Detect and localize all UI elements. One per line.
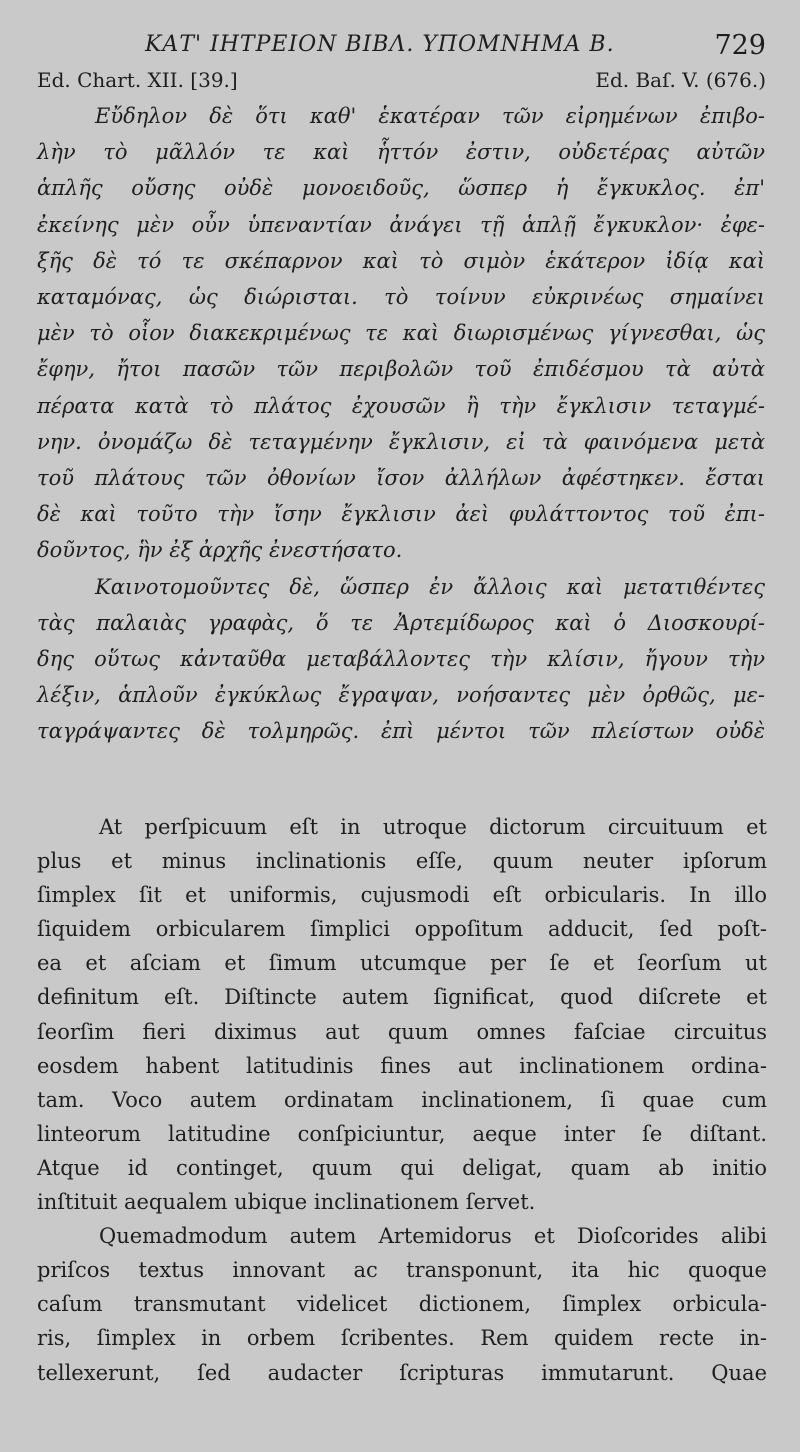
greek-line: λέξιν, ἁπλοῦν ἐγκύκλως ἔγραψαν, νοήσαντες μὲν ὀρθῶς, με- — [37, 683, 765, 708]
latin-line: caſum transmutant videlicet dictionem, ſimplex orbicula- — [37, 1292, 767, 1317]
greek-line: δης οὕτως κἀνταῦθα μεταβάλλοντες τὴν κλίσιν, ἤγουν τὴν — [37, 647, 765, 672]
latin-line: inſtituit aequalem ubique inclinationem ſervet. — [37, 1190, 536, 1215]
latin-line: ſeorſim fieri diximus aut quum omnes faſciae circuitus — [37, 1019, 767, 1044]
latin-line: ſimplex ſit et uniformis, cujusmodi eſt orbicularis. In illo — [37, 883, 767, 908]
greek-line: τὰς παλαιὰς γραφὰς, ὅ τε Ἀρτεμίδωρος καὶ ὁ Διοσκουρί- — [37, 610, 765, 635]
page-header — [0, 28, 800, 68]
latin-line: eosdem habent latitudinis fines aut inclinationem ordina- — [37, 1053, 767, 1078]
greek-line: δὲ καὶ τοῦτο τὴν ἴσην ἔγκλισιν ἀεὶ φυλάττοντος τοῦ ἐπι- — [37, 502, 765, 527]
edition-chart-reference: Ed. Chart. XII. [39.] — [37, 68, 238, 92]
greek-line: λὴν τὸ μᾶλλόν τε καὶ ἧττόν ἐστιν, οὐδετέρας αὐτῶν — [37, 140, 765, 165]
greek-line: Καινοτομοῦντες δὲ, ὥσπερ ἐν ἄλλοις καὶ μετατιθέντες — [95, 574, 765, 599]
edition-basel-reference: Ed. Baſ. V. (676.) — [595, 68, 766, 92]
latin-line: priſcos textus innovant ac transponunt, ita hic quoque — [37, 1258, 767, 1283]
greek-line: μὲν τὸ οἷον διακεκριμένως τε καὶ διωρισμένως γίγνεσθαι, ὡς — [37, 321, 765, 346]
latin-line: ea et aſciam et ſimum utcumque per ſe et ſeorſum ut — [37, 951, 767, 976]
latin-line: tam. Voco autem ordinatam inclinationem, ſi quae cum — [37, 1087, 767, 1112]
latin-line: definitum eſt. Diſtincte autem ſignificat, quod diſcrete et — [37, 985, 767, 1010]
greek-line: ἐκείνης μὲν οὖν ὑπεναντίαν ἀνάγει τῇ ἁπλῇ ἔγκυκλον· ἐφε- — [37, 212, 765, 237]
latin-line: At perſpicuum eſt in utroque dictorum circuituum et — [99, 815, 767, 839]
greek-line: Εὔδηλον δὲ ὅτι καθ' ἑκατέραν τῶν εἰρημένων ἐπιβο- — [95, 104, 765, 128]
greek-line: δοῦντος, ἣν ἐξ ἀρχῆς ἐνεστήσατο. — [37, 538, 403, 563]
greek-line: τοῦ πλάτους τῶν ὀθονίων ἴσον ἀλλήλων ἀφέστηκεν. ἔσται — [37, 466, 765, 491]
latin-line: tellexerunt, ſed audacter ſcripturas immutarunt. Quae — [37, 1360, 767, 1385]
greek-line: ξῆς δὲ τό τε σκέπαρνον καὶ τὸ σιμὸν ἑκάτερον ἰδίᾳ καὶ — [37, 248, 765, 273]
latin-line: ſiquidem orbicularem ſimplici oppoſitum adducit, ſed poſt- — [37, 917, 767, 942]
greek-line: ταγράψαντες δὲ τολμηρῶς. ἐπὶ μέντοι τῶν πλείστων οὐδὲ — [37, 719, 765, 744]
latin-text-block — [37, 810, 767, 1390]
greek-line: καταμόνας, ὡς διώρισται. τὸ τοίνυν εὐκρινέως σημαίνει — [37, 285, 765, 310]
latin-line: ris, ſimplex in orbem ſcribentes. Rem quidem recte in- — [37, 1326, 767, 1351]
latin-line: Quemadmodum autem Artemidorus et Dioſcorides alibi — [99, 1224, 767, 1249]
latin-line: linteorum latitudine conſpiciuntur, aeque inter ſe diſtant. — [37, 1121, 767, 1146]
greek-line: ἔφην, ἤτοι πασῶν τῶν περιβολῶν τοῦ ἐπιδέσμου τὰ αὐτὰ — [37, 357, 765, 382]
edition-references — [0, 68, 800, 98]
latin-line: plus et minus inclinationis eſſe, quum neuter ipſorum — [37, 849, 767, 874]
running-title: ΚΑΤ' ΙΗΤΡΕΙΟΝ ΒΙΒΛ. ΥΠΟΜΝΗΜΑ Β. — [145, 32, 615, 57]
latin-line: Atque id continget, quum qui deligat, quam ab initio — [37, 1155, 767, 1180]
greek-line: ἁπλῆς οὔσης οὐδὲ μονοειδοῦς, ὥσπερ ἡ ἔγκυκλος. ἐπ' — [37, 176, 765, 201]
greek-line: νην. ὀνομάζω δὲ τεταγμένην ἔγκλισιν, εἰ τὰ φαινόμενα μετὰ — [37, 429, 765, 454]
greek-text-block — [37, 98, 765, 750]
page-number: 729 — [714, 30, 766, 61]
greek-line: πέρατα κατὰ τὸ πλάτος ἐχουσῶν ἢ τὴν ἔγκλισιν τεταγμέ- — [37, 393, 765, 418]
